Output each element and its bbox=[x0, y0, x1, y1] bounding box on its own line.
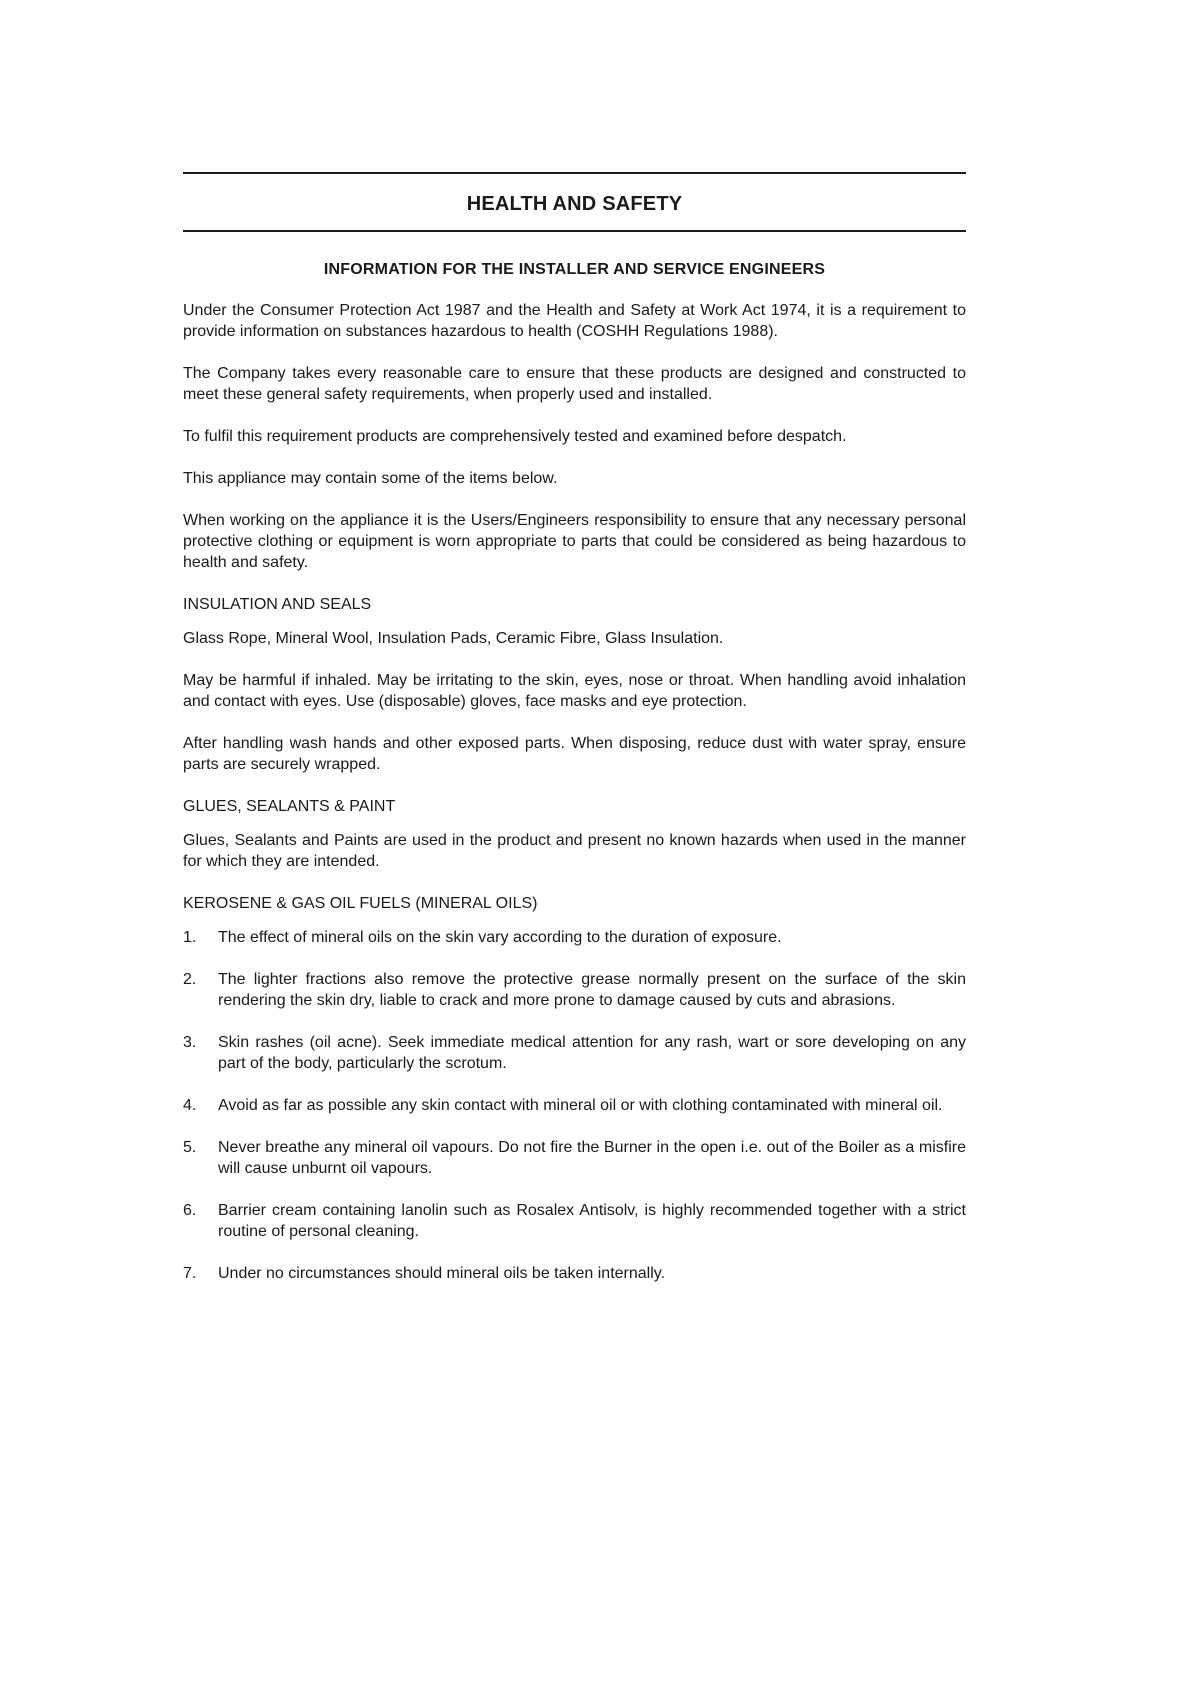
list-item-number: 6. bbox=[183, 1202, 197, 1219]
list-item-text: Avoid as far as possible any skin contact with mineral oil or with clothing contaminated with mineral oil. bbox=[218, 1097, 943, 1114]
insulation-heading: INSULATION AND SEALS bbox=[183, 596, 372, 613]
list-item-text: Skin rashes (oil acne). Seek immediate medical attention for any rash, wart or sore developing on any part of the body, particularly the scrotum. bbox=[218, 1034, 966, 1072]
insulation-section bbox=[183, 594, 966, 775]
insulation-paragraph: Glass Rope, Mineral Wool, Insulation Pads, Ceramic Fibre, Glass Insulation. bbox=[183, 630, 724, 647]
list-item bbox=[183, 1137, 966, 1179]
insulation-paragraph: After handling wash hands and other exposed parts. When disposing, reduce dust with water spray, ensure parts are securely wrapped. bbox=[183, 735, 966, 773]
list-item bbox=[183, 1263, 966, 1284]
intro-paragraph: Under the Consumer Protection Act 1987 and the Health and Safety at Work Act 1974, it is a requirement to provide information on substances hazardous to health (COSHH Regulations 1988). bbox=[183, 302, 966, 340]
section-subtitle: INFORMATION FOR THE INSTALLER AND SERVICE ENGINEERS bbox=[323, 261, 826, 278]
list-item-text: The effect of mineral oils on the skin vary according to the duration of exposure. bbox=[218, 929, 782, 946]
document-page bbox=[183, 172, 966, 1305]
list-item-number: 1. bbox=[183, 929, 197, 946]
title-underline-rule bbox=[183, 230, 966, 232]
list-item-text: Under no circumstances should mineral oils be taken internally. bbox=[218, 1265, 666, 1282]
page-title: HEALTH AND SAFETY bbox=[466, 193, 683, 215]
list-item-number: 4. bbox=[183, 1097, 197, 1114]
intro-paragraph: This appliance may contain some of the items below. bbox=[183, 470, 558, 487]
kerosene-heading: KEROSENE & GAS OIL FUELS (MINERAL OILS) bbox=[183, 895, 538, 912]
insulation-paragraph: May be harmful if inhaled. May be irritating to the skin, eyes, nose or throat. When handling avoid inhalation and contact with eyes. Use (disposable) gloves, face masks and eye protection. bbox=[183, 672, 966, 710]
list-item-text: Never breathe any mineral oil vapours. Do not fire the Burner in the open i.e. out of the Boiler as a misfire will cause unburnt oil vapours. bbox=[218, 1139, 966, 1177]
intro-paragraph: To fulfil this requirement products are comprehensively tested and examined before despatch. bbox=[183, 428, 847, 445]
list-item bbox=[183, 1095, 966, 1116]
list-item bbox=[183, 927, 966, 948]
intro-paragraph: When working on the appliance it is the Users/Engineers responsibility to ensure that any necessary personal protective clothing or equipment is worn appropriate to parts that could be considered as being hazardous to health and safety. bbox=[183, 512, 966, 571]
list-item-number: 3. bbox=[183, 1034, 197, 1051]
list-item-text: The lighter fractions also remove the protective grease normally present on the surface of the skin rendering the skin dry, liable to crack and more prone to damage caused by cuts and abrasions. bbox=[218, 971, 966, 1009]
kerosene-section bbox=[183, 893, 966, 1284]
top-rule bbox=[183, 172, 966, 174]
intro-paragraph: The Company takes every reasonable care to ensure that these products are designed and constructed to meet these general safety requirements, when properly used and installed. bbox=[183, 365, 966, 403]
kerosene-list bbox=[183, 927, 966, 1284]
list-item bbox=[183, 969, 966, 1011]
list-item bbox=[183, 1200, 966, 1242]
list-item-number: 5. bbox=[183, 1139, 197, 1156]
list-item-number: 7. bbox=[183, 1265, 197, 1282]
list-item bbox=[183, 1032, 966, 1074]
intro-section bbox=[183, 300, 966, 573]
list-item-text: Barrier cream containing lanolin such as Rosalex Antisolv, is highly recommended together with a strict routine of personal cleaning. bbox=[218, 1202, 966, 1240]
glues-section bbox=[183, 796, 966, 872]
glues-heading: GLUES, SEALANTS & PAINT bbox=[183, 798, 396, 815]
glues-paragraph: Glues, Sealants and Paints are used in the product and present no known hazards when used in the manner for which they are intended. bbox=[183, 832, 966, 870]
list-item-number: 2. bbox=[183, 971, 197, 988]
